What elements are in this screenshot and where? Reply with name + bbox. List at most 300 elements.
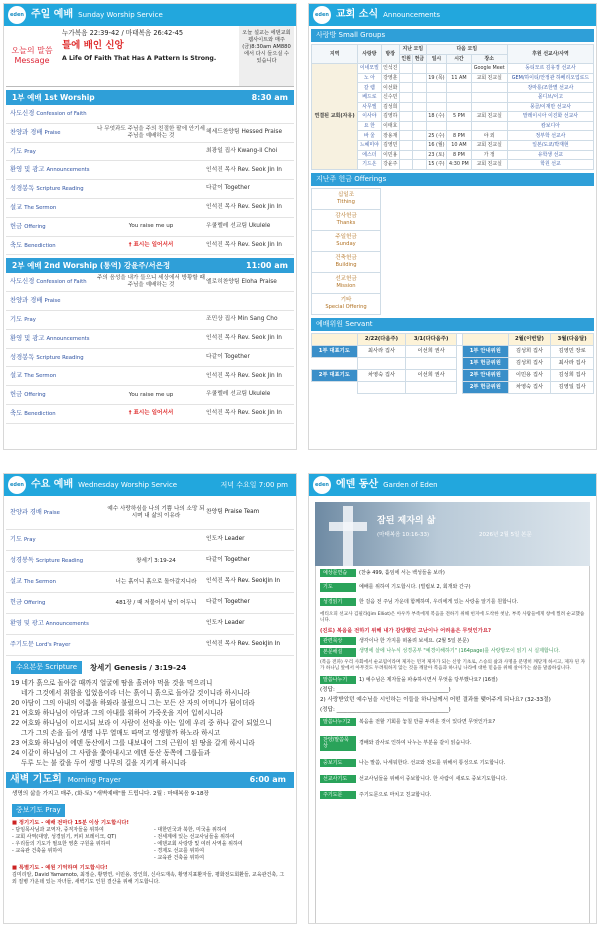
group-time: 8 PM — [447, 150, 471, 160]
morning-title-ko: 새벽 기도회 — [10, 773, 62, 785]
order-item-en: Announcements — [46, 335, 90, 342]
wed-item-en: Scripture Reading — [35, 558, 84, 565]
order-item-ko: 성경봉독 — [10, 185, 35, 193]
srv-h0 — [312, 333, 358, 345]
wed-item — [10, 599, 106, 607]
servant-cell — [312, 381, 358, 393]
wed-item-ko: 헌금 — [10, 599, 22, 607]
group-name: 기드온 — [358, 160, 381, 170]
offering-en: Mission — [336, 282, 356, 289]
first-worship-label: 1부 예배 1st Worship — [12, 92, 95, 102]
offering-en: Tithing — [337, 198, 355, 205]
group-count — [399, 83, 412, 93]
wednesday-worship-panel — [3, 473, 297, 924]
col-date: 일시 — [426, 54, 447, 64]
group-offering — [413, 73, 426, 83]
servant-row — [312, 381, 594, 393]
wed-item-en: Offering — [23, 600, 46, 607]
order-item — [10, 297, 96, 305]
offering-cell — [312, 230, 381, 251]
order-item — [10, 148, 96, 156]
wed-detail: 481장 / 때 저물어서 날이 어두니 — [115, 599, 197, 606]
message-content — [58, 26, 239, 86]
eden-apply-item — [320, 759, 585, 767]
order-leader: 헤세드찬양팀 Hessed Praise — [206, 129, 283, 136]
prayer-box — [4, 820, 296, 887]
scripture-tag: 수요본문 Scripture — [11, 661, 82, 674]
order-item-ko: 기도 — [10, 315, 23, 323]
eden-apply-label: 찬양/말씀묵상 — [320, 736, 356, 751]
group-date — [426, 83, 447, 93]
wed-detail: 창세기 3:19-24 — [136, 557, 176, 564]
group-name: 사무엘 — [358, 102, 381, 112]
col-place: 장소 — [471, 54, 507, 64]
order-item-ko: 사도신경 — [10, 278, 35, 286]
order-item-en: The Sermon — [24, 204, 57, 211]
group-leader: 이태호 — [381, 121, 399, 131]
second-worship-bar — [6, 258, 294, 273]
offering-en: Sunday — [336, 240, 356, 247]
order-leader: 인석진 목사 Rev. Seok Jin In — [206, 410, 282, 417]
group-leader: 이선화 — [381, 83, 399, 93]
offering-ko: 감사헌금 — [335, 212, 357, 219]
group-mission: 장마롱/조한별 선교사 — [507, 83, 593, 93]
col-count: 인원 — [401, 55, 411, 62]
order-item-en: Scripture Reading — [36, 186, 84, 193]
wednesday-row — [6, 593, 294, 614]
sunday-worship-header — [4, 4, 296, 26]
group-name: 느헤미야 — [358, 140, 381, 150]
eden-logo: eden — [8, 476, 26, 494]
order-item-ko: 찬양과 경배 — [10, 297, 43, 305]
order-row — [6, 105, 294, 124]
eden-banner-date: 2026년 2월 5일 본문 — [479, 532, 532, 538]
group-name: 노 아 — [358, 73, 381, 83]
wed-detail: 예수 사랑하심을 나의 기쁨 나의 소망 되시며 내 삶의 이유라 — [107, 505, 205, 519]
order-item — [10, 354, 96, 362]
wednesday-title-en: Wednesday Worship Service — [78, 480, 178, 489]
group-place — [471, 121, 507, 131]
offering-cell — [312, 251, 381, 272]
eden-answer1[interactable]: (정답: ________________________________________) — [320, 686, 451, 693]
sunday-title-en: Sunday Worship Service — [78, 10, 163, 19]
group-time — [447, 64, 471, 74]
servant-cell: 이선희 권사 — [406, 369, 457, 381]
servant-cell — [406, 357, 457, 369]
offering-cell — [312, 272, 381, 293]
wed-item-ko: 주기도문 — [10, 641, 34, 649]
group-count — [399, 73, 412, 83]
group-offering — [413, 64, 426, 74]
order-detail: 나 무엇과도 주님을 주의 친절한 팔에 안기세 주님을 예배하는 것 — [97, 125, 205, 139]
group-leader: 김성희 — [381, 102, 399, 112]
offering-en: Special Offering — [325, 303, 367, 310]
wed-leader: 인도자 Leader — [206, 620, 245, 627]
group-date — [426, 121, 447, 131]
group-place — [471, 92, 507, 102]
wednesday-order — [4, 496, 296, 656]
group-place: 야 외 — [471, 131, 507, 141]
wed-leader: 다같이 Together — [206, 599, 250, 606]
order-item-ko: 축도 — [10, 409, 23, 417]
order-row — [6, 349, 294, 368]
group-mission: GEM/하이티/안정관 하베리오업로드 — [507, 73, 593, 83]
eden-item — [320, 569, 585, 577]
scripture-verse: 24 이같이 하나님이 그 사람을 쫓아내시고 에덴 동산 동쪽에 그룹들과 — [11, 748, 211, 757]
order-row — [6, 180, 294, 199]
eden-body — [315, 566, 590, 924]
group-offering — [413, 121, 426, 131]
group-count — [399, 140, 412, 150]
group-place: 교회 친교실 — [471, 112, 507, 122]
servant-cell: 2부 헌금위원 — [462, 381, 508, 393]
servant-cell: 2부 대표기도 — [312, 369, 358, 381]
servant-cell: 김영일 집사 — [551, 381, 594, 393]
group-date — [426, 64, 447, 74]
message-side-note: 오늘 설교는 에덴교회 웹사이트와 매주(금)8:30am AM880에서 다시 들으실 수 있습니다 — [239, 26, 294, 86]
group-place — [471, 83, 507, 93]
scripture-verse: 22 여호와 하나님이 이르시되 보라 이 사람이 선악을 아는 일에 우리 중 하나 같이 되었으니 — [11, 718, 272, 727]
servant-row — [312, 357, 594, 369]
wed-item — [10, 536, 106, 544]
group-date: 18 (수) — [426, 112, 447, 122]
order-item — [10, 223, 96, 231]
group-mission: 말레이시아 이진화 선교사 — [507, 112, 593, 122]
order-item — [10, 129, 96, 137]
group-mission: 유학생 선교 — [507, 150, 593, 160]
group-count — [399, 112, 412, 122]
srv-h3 — [462, 333, 508, 345]
group-offering — [413, 150, 426, 160]
group-time — [447, 92, 471, 102]
group-offering — [413, 102, 426, 112]
eden-item-text: 예배를 위하여 기도합시다. (빌립보 2, 회개와 간구) — [359, 584, 471, 591]
servant-cell: 2부 안내위원 — [462, 369, 508, 381]
order-item-en: Benediction — [24, 242, 56, 249]
order-leader: 우쿨렐레 선교팀 Ukulele — [206, 391, 271, 398]
order-row — [6, 330, 294, 349]
offering-en: Building — [335, 261, 357, 268]
order-item-ko: 헌금 — [10, 222, 23, 230]
prayer-tag: 중보기도 Pray — [12, 804, 65, 817]
eden-apply-item — [320, 791, 585, 799]
order-leader: 엘로히찬양팀 Eloha Praise — [206, 278, 277, 285]
order-item-ko: 기도 — [10, 147, 23, 155]
wed-detail: 너는 흙이니 흙으로 돌아갈지니라 — [115, 578, 197, 585]
group-date — [426, 92, 447, 102]
col-next-meeting: 다음 모임 — [426, 45, 507, 55]
group-date: 19 (목) — [426, 73, 447, 83]
wed-item-en: Praise — [43, 509, 60, 516]
wed-leader: 찬양팀 Praise Team — [206, 508, 260, 515]
order-item-ko: 환영 및 광고 — [10, 334, 45, 342]
eden-item4 — [320, 637, 585, 645]
group-time: 5 PM — [447, 112, 471, 122]
col-group: 사랑방 — [358, 45, 381, 64]
wednesday-header — [4, 474, 296, 496]
order-leader: 우쿨렐레 선교팀 Ukulele — [206, 223, 271, 230]
wednesday-row — [6, 635, 294, 656]
group-count — [399, 102, 412, 112]
servant-cell: 최사라 집사 — [357, 345, 406, 357]
prayer-head-special: ■ 특별기도 - 예원 기억하며 기도합시다! — [12, 865, 108, 872]
second-worship-label: 2부 예배 2nd Worship (통역) 강윤주/서은정 — [12, 261, 171, 271]
offering-ko: 주일헌금 — [335, 233, 357, 240]
order-leader: 다같이 Together — [206, 185, 250, 192]
eden-apply-text: 나는 말씀, 나세워한다. 선교와 전도를 위해서 통성으로 기도합니다. — [359, 759, 506, 766]
order-leader: 인석진 목사 Rev. Seok Jin In — [206, 204, 282, 211]
eden-item — [320, 583, 585, 591]
servant-row — [312, 345, 594, 357]
order-row — [6, 143, 294, 162]
wed-item-en: The Sermon — [23, 579, 56, 586]
offering-cell — [312, 188, 381, 209]
eden-item-label: 기도 — [320, 583, 356, 591]
servant-cell — [357, 357, 406, 369]
group-mission: 일본/도쿄/박재현 — [507, 140, 593, 150]
eden-item7-label: 말씀나누기2 — [320, 718, 356, 726]
wed-leader: 인도자 Leader — [206, 536, 245, 543]
srv-h1: 2/22(다음주) — [357, 333, 406, 345]
eden-item4-text: 생각이나 한 가지를 떠올려 보세요. (2월 5일 본문) — [359, 638, 469, 645]
order-item — [10, 166, 96, 174]
small-groups-body — [312, 64, 594, 170]
group-place — [471, 102, 507, 112]
prayer-col-2: - 대한민국과 북한, 미국을 위하여 - 전세계에 있는 선교사님들을 위하여 - 에덴교회 사랑방 및 여러 사역을 위하여 - 경제도 선교를 위하여 - 교육관 건축을 위하여 — [154, 827, 243, 862]
group-offering — [413, 131, 426, 141]
order-item-en: Praise — [44, 129, 61, 136]
second-worship-time: 11:00 am — [246, 260, 288, 270]
eden-item-label: 예상문연습 — [320, 569, 356, 577]
offering-ko: 선교헌금 — [335, 275, 357, 282]
wed-leader: 인석진 목사 Rev. SeokJin In — [206, 578, 281, 585]
offerings-tag: 지난주 헌금 Offerings — [311, 173, 594, 186]
group-row — [312, 64, 594, 74]
order-item-ko: 사도신경 — [10, 109, 35, 117]
eden-item-text: 한 걸음 전 주님 가운데 함께하며, 우리에게 있는 사랑을 알기를 원합니다. — [359, 598, 519, 605]
offering-ko: 기타 — [340, 296, 352, 303]
group-leader: 강영훈 — [381, 73, 399, 83]
eden-title-ko: 에덴 동산 — [336, 478, 379, 490]
announcements-title-ko: 교회 소식 — [336, 8, 379, 20]
servant-cell — [357, 381, 406, 393]
eden-item5-label: 본문해설 — [320, 648, 356, 656]
group-leader: 인석진 — [381, 64, 399, 74]
wed-item-ko: 기도 — [10, 536, 22, 544]
eden-item-label: 성경읽기 — [320, 598, 356, 606]
group-place: 교회 친교실 — [471, 140, 507, 150]
group-name: 베드로 — [358, 92, 381, 102]
order-item — [10, 242, 96, 250]
eden-item5 — [320, 648, 585, 656]
group-leader: 신수민 — [381, 92, 399, 102]
servants-table — [311, 333, 594, 394]
group-leader: 이민용 — [381, 150, 399, 160]
group-name: 에스더 — [358, 150, 381, 160]
group-mission: 동티모르 김유경 선교사 — [507, 64, 593, 74]
order-item — [10, 372, 96, 380]
wed-leader: 인석진 목사 Rev. SeokJin In — [206, 641, 281, 648]
order-item — [10, 278, 96, 286]
servant-cell — [312, 357, 358, 369]
servant-cell: 김성희 집사 — [508, 357, 551, 369]
group-date: 23 (토) — [426, 150, 447, 160]
srv-h2: 3/1(다다음주) — [406, 333, 457, 345]
col-time: 시간 — [447, 54, 471, 64]
offering-cell — [312, 293, 381, 314]
group-mission: 몽골/이재만 선교사 — [507, 102, 593, 112]
group-count — [399, 160, 412, 170]
group-place: 가 정 — [471, 150, 507, 160]
eden-banner-image — [315, 502, 590, 566]
servant-cell: 1부 헌금위원 — [462, 357, 508, 369]
scripture-verse: 19 네가 흙으로 돌아갈 때까지 얼굴에 땀을 흘려야 먹을 것을 먹으리니 — [11, 678, 213, 687]
servant-cell: 1부 대표기도 — [312, 345, 358, 357]
eden-item7 — [320, 718, 585, 726]
servant-cell: 김영민 장로 — [551, 345, 594, 357]
servant-cell: 김성희 집사 — [551, 369, 594, 381]
group-time: 4:30 PM — [447, 160, 471, 170]
group-name: 이네모빌 — [358, 64, 381, 74]
eden-item4-label: 관련묵상 — [320, 637, 356, 645]
group-time — [447, 121, 471, 131]
group-offering — [413, 112, 426, 122]
group-time: 10 AM — [447, 140, 471, 150]
wed-leader: 다같이 Together — [206, 557, 250, 564]
group-count — [399, 121, 412, 131]
order-row — [6, 124, 294, 143]
order-item-ko: 축도 — [10, 241, 23, 249]
wed-item — [10, 641, 106, 649]
group-name: 이사야 — [358, 112, 381, 122]
order-item-ko: 헌금 — [10, 391, 23, 399]
eden-apply-text: 경배와 감사로 인하여 나누는 부분을 같이 읽습니다. — [359, 740, 472, 747]
order-detail: † 표시는 일어서서 — [128, 241, 174, 248]
eden-note1: 에티오피 선교사 김필라(Jim Elliot)은 아우카 부족에게 복음을 전하기 위해 헌지에 도착한 첫날, 부족 사람들에게 창에 찔려 순교했습니다. — [320, 611, 585, 624]
wednesday-row — [6, 551, 294, 572]
order-detail: † 표시는 일어서서 — [128, 410, 174, 417]
eden-question1: (진로) 복음을 전하기 위해 내가 감당했던 고난이나 어려움은 무엇인가요? — [320, 627, 492, 634]
announcements-header — [309, 4, 596, 26]
order-item — [10, 410, 96, 418]
group-place: 교회 친교실 — [471, 160, 507, 170]
col-offering: 헌금 — [414, 55, 425, 62]
scripture-verse: 21 여호와 하나님이 아담과 그의 아내를 위하여 가죽옷을 지어 입히시니라 — [11, 708, 223, 717]
wed-item — [10, 578, 106, 586]
message-reference: 누가복음 22:39-42 / 마태복음 26:42-45 — [62, 29, 184, 37]
eden-item6-text: 1) 예수님은 제자들을 파송하시면서 무엇을 당부했나요? (16절) — [359, 676, 498, 683]
morning-note: 생명의 삶을 가지고 매주, (화-토) "새벽예배"를 드립니다. 2월 : 마태복음 9-18장 — [12, 790, 209, 797]
order-row — [6, 161, 294, 180]
message-title-en: A Life Of Faith That Has A Pattern Is Strong. — [62, 55, 217, 63]
wed-item-ko: 성경봉독 — [10, 557, 34, 565]
wednesday-title-ko: 수요 예배 — [31, 478, 74, 490]
srv-h4: 2월(이번달) — [508, 333, 551, 345]
wed-item-ko: 찬양과 경배 — [10, 508, 42, 516]
order-item-ko: 찬양과 경배 — [10, 128, 43, 136]
group-count — [399, 64, 412, 74]
wed-item-en: Pray — [23, 537, 36, 544]
wednesday-row — [6, 530, 294, 551]
second-worship-order — [4, 273, 296, 423]
servant-cell: 김성희 집사 — [508, 345, 551, 357]
group-count — [399, 150, 412, 160]
small-groups-table — [311, 44, 594, 170]
offering-ko: 십일조 — [337, 191, 355, 198]
order-item-en: The Sermon — [24, 373, 57, 380]
prayer-col-1: - 담임목사님과 교역자, 중직자들을 위하여 - 교회 사역(대양, 성경읽기, 커피 브레이크, QT) - 우리들의 기도가 필요한 영혼 구원을 위하여 - 교육관 건축을 위하여 — [12, 827, 117, 855]
order-row — [6, 237, 294, 256]
eden-answer2[interactable]: (정답: ________________________________________) — [320, 706, 451, 713]
order-leader: 인석진 목사 Rev. Seok Jin In — [206, 241, 282, 248]
scripture-verse: 그가 그의 손을 들어 생명 나무 열매도 따먹고 영생할까 하노라 하시고 — [21, 728, 221, 737]
col-mission: 후원 선교사/사역 — [507, 45, 593, 64]
group-region: 연결된 교회(자유) — [312, 64, 358, 170]
order-row — [6, 199, 294, 218]
group-name: 바 울 — [358, 131, 381, 141]
group-date — [426, 102, 447, 112]
order-item-ko: 설교 — [10, 372, 23, 380]
group-count — [399, 131, 412, 141]
eden-banner-title: 잠된 제자의 삶 — [377, 516, 436, 526]
group-mission: 정부학 선교사 — [507, 131, 593, 141]
eden-title-en: Garden of Eden — [383, 480, 438, 489]
order-row — [6, 273, 294, 292]
order-row — [6, 218, 294, 237]
order-item-en: Confession of Faith — [36, 279, 87, 286]
prayer-special-body: 김미리암, David Yamamoto, 최정순, 황명연, 이민용, 장인희, 신사도재속, 황영지표환자들, 평화전도회환들, 교육관건축, 그외 질병 가운데 있는 자녀들, 새벽기도 인원 결산을 위해 기도합니다. — [12, 872, 285, 886]
group-leader: 김영민 — [381, 140, 399, 150]
message-title-ko: 틀에 배인 신앙 — [62, 40, 124, 52]
order-item-en: Pray — [24, 316, 36, 323]
order-leader: 인석진 목사 Rev. Seok Jin In — [206, 335, 282, 342]
order-item-en: Praise — [44, 298, 61, 305]
col-region: 지역 — [312, 45, 358, 64]
wednesday-row — [6, 572, 294, 593]
eden-logo: eden — [313, 476, 331, 494]
order-item — [10, 391, 96, 399]
group-leader: 장용재 — [381, 131, 399, 141]
prayer-head-regular: ■ 정기기도 - 예배 전마다 15분 이상 기도합시다! — [12, 819, 129, 826]
announcements-panel — [308, 3, 597, 450]
order-item-en: Offering — [24, 223, 46, 230]
scripture-reference: 창세기 Genesis / 3:19-24 — [90, 662, 187, 672]
eden-item5-title: 생명에 살에 나누식 성경공부 "예경이해하기" (164page)를 사랑방모이 읽기 시 실제합니다. — [359, 648, 560, 655]
sunday-title-ko: 주일 예배 — [31, 8, 74, 20]
order-item-en: Offering — [24, 392, 46, 399]
group-name: 갈 렙 — [358, 83, 381, 93]
eden-item6-label: 말씀나누기 — [320, 676, 356, 684]
group-name: 요 한 — [358, 121, 381, 131]
eden-apply-item — [320, 775, 585, 783]
group-date: 16 (월) — [426, 140, 447, 150]
eden-apply-text: 선교사님들을 위해서 중보합니다. 한 사람이 새로도 중보기도합니다. — [359, 775, 507, 782]
group-date: 15 (주) — [426, 160, 447, 170]
order-detail: You raise me up — [128, 391, 174, 398]
group-time: 11 AM — [447, 73, 471, 83]
eden-item — [320, 598, 585, 606]
order-leader: 인석진 목사 Rev. Seok Jin In — [206, 166, 282, 173]
srv-h5: 3월(다음달) — [551, 333, 594, 345]
message-label — [6, 26, 58, 86]
wed-item-ko: 설교 — [10, 578, 22, 586]
cross-icon — [343, 506, 353, 566]
eden-header — [309, 474, 596, 496]
order-item — [10, 335, 96, 343]
message-box — [6, 26, 294, 87]
eden-question2: 2) 사랑받았던 예수님을 시인하는 이들을 하나님께서 어떤 결과를 맺어주게 되나요? (32-33절) — [320, 696, 551, 703]
order-item-ko: 설교 — [10, 203, 23, 211]
